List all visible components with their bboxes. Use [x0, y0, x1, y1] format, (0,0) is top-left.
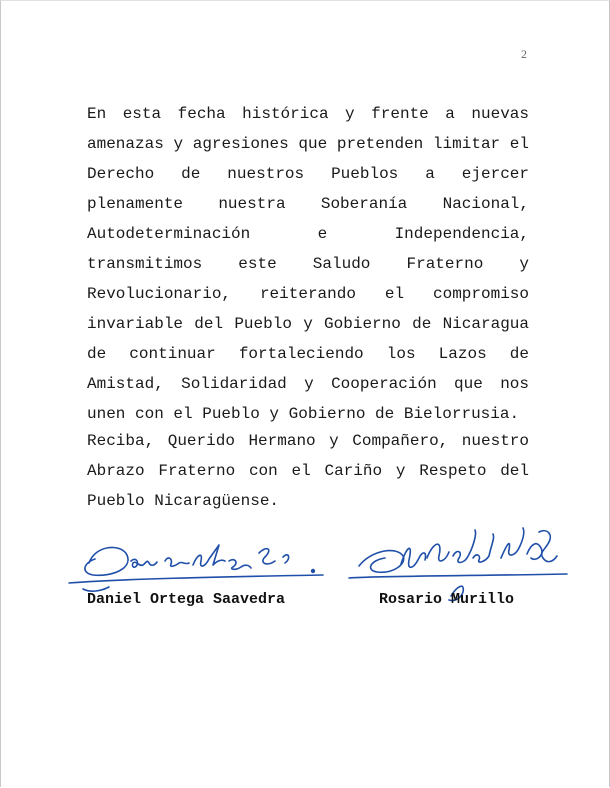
letter-paragraph-2: Reciba, Querido Hermano y Compañero, nuestro Abrazo Fraterno con el Cariño y Respeto del Pueblo Nicaragüense. [87, 432, 529, 510]
signatory-name-1: Daniel Ortega Saavedra [87, 591, 286, 608]
page-number: 2 [521, 47, 527, 61]
signatory-name-2: Rosario Murillo [379, 591, 515, 608]
letter-paragraph-1: En esta fecha histórica y frente a nuevas amenazas y agresiones que pretenden limitar el Derecho de nuestros Pueblos a ejercer plenamente nuestra Soberanía Nacional, Autodeterminación e Independencia, transmitimos este Saludo Fraterno y Revolucionario, reiterando el compromiso invariable del Pueblo y Gobierno de Nicaragua de continuar fortaleciendo los Lazos de Amistad, Solidaridad y Cooperación que nos unen con el Pueblo y Gobierno de Bielorrusia. [87, 105, 529, 423]
